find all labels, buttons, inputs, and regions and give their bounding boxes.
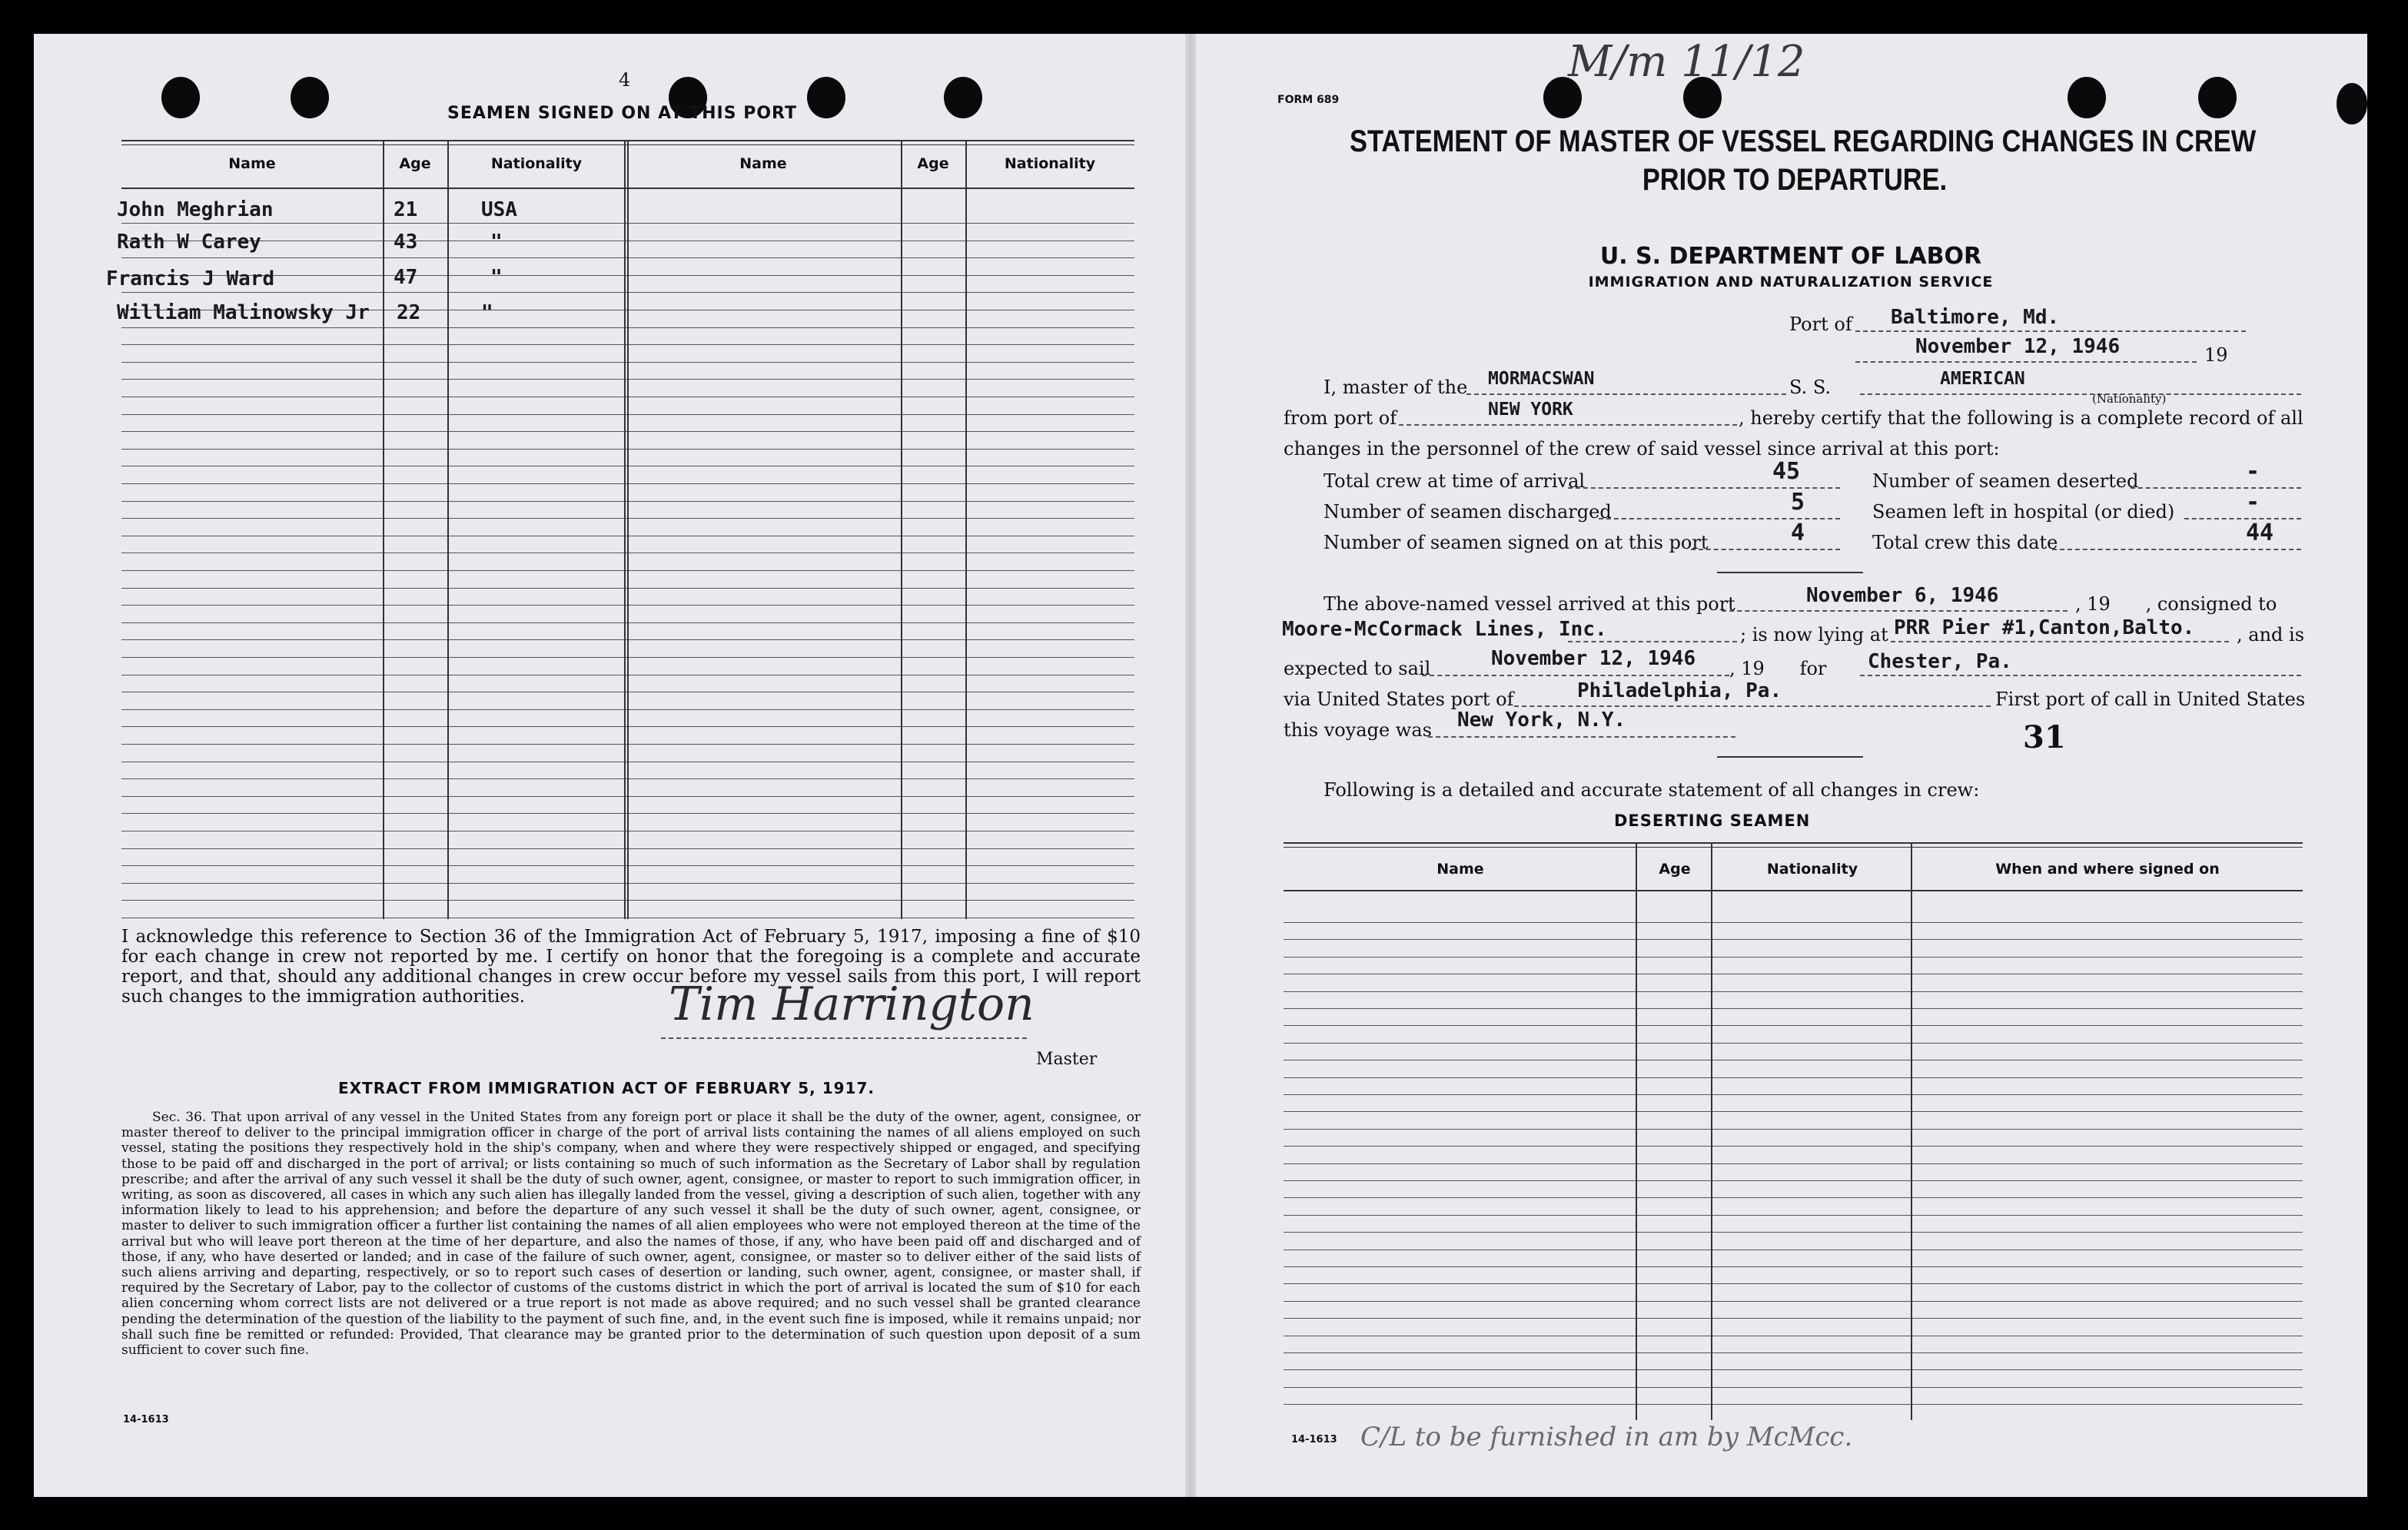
page-number: 4	[619, 69, 631, 91]
seaman-name: William Malinowsky Jr	[117, 301, 370, 324]
separator-rule	[1717, 756, 1863, 758]
punch-hole	[2198, 77, 2237, 118]
for-label: , 19 for	[1729, 658, 1827, 679]
first-port-label: First port of call in United States	[1995, 689, 2306, 710]
table-rule-line	[1284, 1301, 2303, 1302]
table-rule-line	[1284, 1129, 2303, 1130]
master-signature: Tim Harrington	[669, 977, 1035, 1031]
consignee-value: Moore-McCormack Lines, Inc.	[1282, 618, 1607, 641]
stat-value: -	[2246, 458, 2260, 485]
table-rule-line	[1284, 1146, 2303, 1147]
service-name: IMMIGRATION AND NATURALIZATION SERVICE	[1588, 274, 1994, 290]
seaman-age: 43	[394, 231, 418, 254]
table-rule-line	[1284, 1163, 2303, 1164]
stat-line	[2131, 487, 2301, 489]
arrived-value: November 6, 1946	[1806, 584, 1999, 607]
table-rule-line	[1284, 1232, 2303, 1233]
nationality-caption: (Nationality)	[2092, 392, 2167, 406]
via-line	[1514, 705, 1991, 707]
extract-title: EXTRACT FROM IMMIGRATION ACT OF FEBRUARY 5, 1917.	[338, 1079, 875, 1097]
punch-hole	[291, 77, 329, 118]
column-divider	[383, 141, 384, 919]
stat-line	[2184, 518, 2301, 519]
column-header: When and where signed on	[1995, 861, 2220, 878]
stat-value: -	[2246, 489, 2260, 516]
voyage-line	[1428, 736, 1735, 738]
seaman-age: 47	[394, 266, 418, 289]
handwritten-note: C/L to be furnished in am by McMcc.	[1360, 1422, 1853, 1452]
date-value: November 12, 1946	[1915, 335, 2121, 358]
changes-text: changes in the personnel of the crew of said vessel since arrival at this port:	[1284, 438, 2000, 460]
stat-value: 45	[1772, 458, 1801, 485]
vessel-name: MORMACSWAN	[1488, 369, 1595, 389]
column-divider	[965, 141, 967, 919]
for-line	[1860, 675, 2301, 676]
form-subtitle: PRIOR TO DEPARTURE.	[1642, 163, 1948, 197]
table-rule-line	[1284, 1197, 2303, 1198]
form-title: STATEMENT OF MASTER OF VESSEL REGARDING CHANGES IN CREW	[1350, 124, 2257, 158]
arrived-label: The above-named vessel arrived at this port	[1324, 593, 1735, 615]
voyage-label: this voyage was	[1284, 719, 1432, 741]
form-code: 14-1613	[1291, 1434, 1337, 1445]
ss-label: S. S.	[1789, 377, 1832, 398]
seaman-name: John Meghrian	[117, 198, 274, 221]
expected-value: November 12, 1946	[1491, 647, 1696, 670]
column-divider	[447, 141, 449, 919]
handwritten-notation: M/m 11/12	[1568, 37, 1805, 87]
seaman-age: 21	[394, 198, 418, 221]
column-header: Nationality	[1766, 861, 1858, 878]
stat-value: 4	[1791, 519, 1805, 546]
stat-value: 44	[2246, 519, 2274, 546]
lying-line	[1891, 641, 2229, 642]
table-rule-line	[1284, 1283, 2303, 1284]
form-number: FORM 689	[1277, 94, 1340, 106]
voyage-value: New York, N.Y.	[1457, 709, 1626, 732]
stat-label: Number of seamen deserted	[1872, 470, 2139, 492]
deserting-title: DESERTING SEAMEN	[1614, 811, 1811, 830]
stat-label: Number of seamen signed on at this port	[1324, 532, 1709, 553]
stat-line	[2052, 549, 2301, 550]
stat-label: Seamen left in hospital (or died)	[1872, 501, 2175, 523]
from-port-line	[1399, 424, 1737, 426]
port-value: Baltimore, Md.	[1891, 306, 2060, 329]
via-label: via United States port of	[1284, 689, 1514, 710]
seaman-name: Francis J Ward	[106, 267, 275, 290]
via-value: Philadelphia, Pa.	[1577, 679, 1782, 702]
table-rule-line	[1284, 1111, 2303, 1112]
seaman-age: 22	[397, 301, 421, 324]
date-line	[1855, 361, 2197, 363]
table-rule-line	[1284, 1352, 2303, 1353]
from-port-label: from port of	[1284, 407, 1397, 429]
certify-text: , hereby certify that the following is a complete record of all	[1739, 407, 2303, 429]
punch-hole	[2068, 77, 2106, 118]
column-header: Nationality	[490, 155, 583, 172]
header-rule	[1284, 890, 2303, 891]
table-top-rule	[1284, 847, 2303, 848]
table-rule-line	[1284, 922, 2303, 923]
column-header: Age	[917, 155, 949, 172]
table-rule-line	[1284, 1008, 2303, 1009]
column-header: Name	[739, 155, 787, 172]
following-text: Following is a detailed and accurate statement of all changes in crew:	[1324, 779, 1980, 801]
department-name: U. S. DEPARTMENT OF LABOR	[1599, 243, 1982, 270]
table-rule-line	[1284, 1404, 2303, 1405]
nationality-line	[1860, 393, 2301, 395]
stat-label: Number of seamen discharged	[1324, 501, 1612, 523]
lying-value: PRR Pier #1,Canton,Balto.	[1894, 616, 2195, 639]
lying-label: ; is now lying at	[1740, 624, 1888, 646]
seaman-nationality: "	[481, 301, 493, 324]
punch-hole	[161, 77, 200, 118]
consignee-line	[1568, 641, 1737, 642]
consigned-label: , 19 , consigned to	[2075, 593, 2277, 615]
column-divider	[1911, 844, 1912, 1420]
table-rule-line	[1284, 1215, 2303, 1216]
port-label: Port of	[1789, 314, 1852, 335]
signature-label: Master	[1036, 1050, 1098, 1069]
punch-hole	[807, 77, 845, 118]
signature-line	[661, 1037, 1027, 1039]
table-rule-line	[1284, 1094, 2303, 1095]
column-divider	[1711, 844, 1712, 1420]
column-divider	[1636, 844, 1637, 1420]
column-divider	[901, 141, 902, 919]
for-value: Chester, Pa.	[1868, 650, 2012, 673]
arrived-line	[1722, 610, 2068, 612]
seaman-nationality: "	[490, 231, 503, 254]
column-header: Age	[1659, 861, 1691, 878]
page-fold	[1185, 34, 1196, 1497]
seaman-nationality: "	[490, 266, 503, 289]
punch-hole	[944, 77, 982, 118]
vessel-line	[1466, 393, 1786, 395]
table-rule-line	[1284, 1180, 2303, 1181]
table-rule-line	[1284, 1266, 2303, 1267]
column-header: Nationality	[1004, 155, 1096, 172]
expected-line	[1422, 675, 1729, 676]
table-rule-line	[1284, 1077, 2303, 1078]
nationality-value: AMERICAN	[1940, 369, 2025, 389]
table-rule-line	[1284, 991, 2303, 992]
column-header: Name	[228, 155, 276, 172]
extract-text: Sec. 36. That upon arrival of any vessel in the United States from any foreign port or place it shall be the duty of the owner, agent, consignee, or master thereof to deliver to the principal immigration officer in charge of the port of arrival lists containing the names of all aliens employed on such vessel, stating the positions they respectively hold in the ship's company, when and where they were respectively shipped or engaged, and specifying those to be paid off and discharged in the port of arrival; or lists containing so much of such information as the Secretary of Labor shall by regulation prescribe; and after the arrival of any such vessel it shall be the duty of such owner, agent, consignee, or master to report to such immigration officer, in writing, as soon as discovered, all cases in which any such alien has illegally landed from the vessel, giving a description of such alien, together with any information likely to lead to his apprehension; and before the departure of any such vessel it shall be the duty of such owner, agent, consignee, or master to deliver to such immigration officer a further list containing the names of all alien employees who were not employed thereon at the time of the arrival but who will leave port thereon at the time of her departure, and also the names of those, if any, who have been paid off and discharged and of those, if any, who have deserted or landed; and in case of the failure of such owner, agent, consignee, or master so to deliver either of the said lists of such aliens arriving and departing, respectively, or so to report such cases of desertion or landing, such owner, agent, consignee, or master shall, if required by the Secretary of Labor, pay to the collector of customs of the customs district in which the port of arrival is located the sum of $10 for each alien concerning whom correct lists are not delivered or a true report is not made as above required; and no such vessel shall be granted clearance pending the determination of the question of the liability to the payment of such fine, and, in the event such fine is imposed, while it remains unpaid; nor shall such fine be remitted or refunded: Provided, That clearance may be granted prior to the determination of such question upon deposit of a sum sufficient to cover such fine.	[121, 1110, 1141, 1359]
column-divider	[627, 141, 629, 919]
section-title: SEAMEN SIGNED ON AT THIS PORT	[447, 104, 797, 123]
stat-value: 5	[1791, 489, 1805, 516]
column-header: Name	[1436, 861, 1484, 878]
master-label: I, master of the	[1324, 377, 1468, 398]
stamp-number: 31	[2023, 719, 2066, 755]
table-rule-line	[1284, 1025, 2303, 1026]
column-divider	[624, 141, 626, 919]
table-rule-line	[1284, 1369, 2303, 1370]
stat-label: Total crew this date	[1872, 532, 2058, 553]
table-top-rule	[1284, 842, 2303, 844]
acknowledgement-text: I acknowledge this reference to Section 36 of the Immigration Act of February 5, 1917, imposing a fine of $10 for each change in crew not reported by me. I certify on honor that the foregoing is a complete and accurate report, and that, should any additional changes in crew occur before my vessel sails from this port, I will report such changes to the immigration authorities.	[121, 927, 1141, 1007]
column-header: Age	[399, 155, 431, 172]
separator-rule	[1717, 572, 1863, 573]
from-port-value: NEW YORK	[1488, 400, 1573, 420]
table-rule-line	[1284, 1387, 2303, 1388]
table-rule-line	[1284, 939, 2303, 940]
punch-hole	[2337, 83, 2367, 124]
year-label: 19	[2204, 344, 2228, 366]
seaman-name: Rath W Carey	[117, 231, 261, 254]
stat-line	[1691, 549, 1840, 550]
stat-label: Total crew at time of arrival	[1324, 470, 1586, 492]
expected-label: expected to sail	[1284, 658, 1431, 679]
seaman-nationality: USA	[481, 198, 517, 221]
and-is-label: , and is	[2237, 624, 2305, 646]
form-code: 14-1613	[123, 1414, 169, 1425]
port-line	[1855, 330, 2246, 332]
table-rule-line	[1284, 1318, 2303, 1319]
table-rule-line	[1284, 1043, 2303, 1044]
